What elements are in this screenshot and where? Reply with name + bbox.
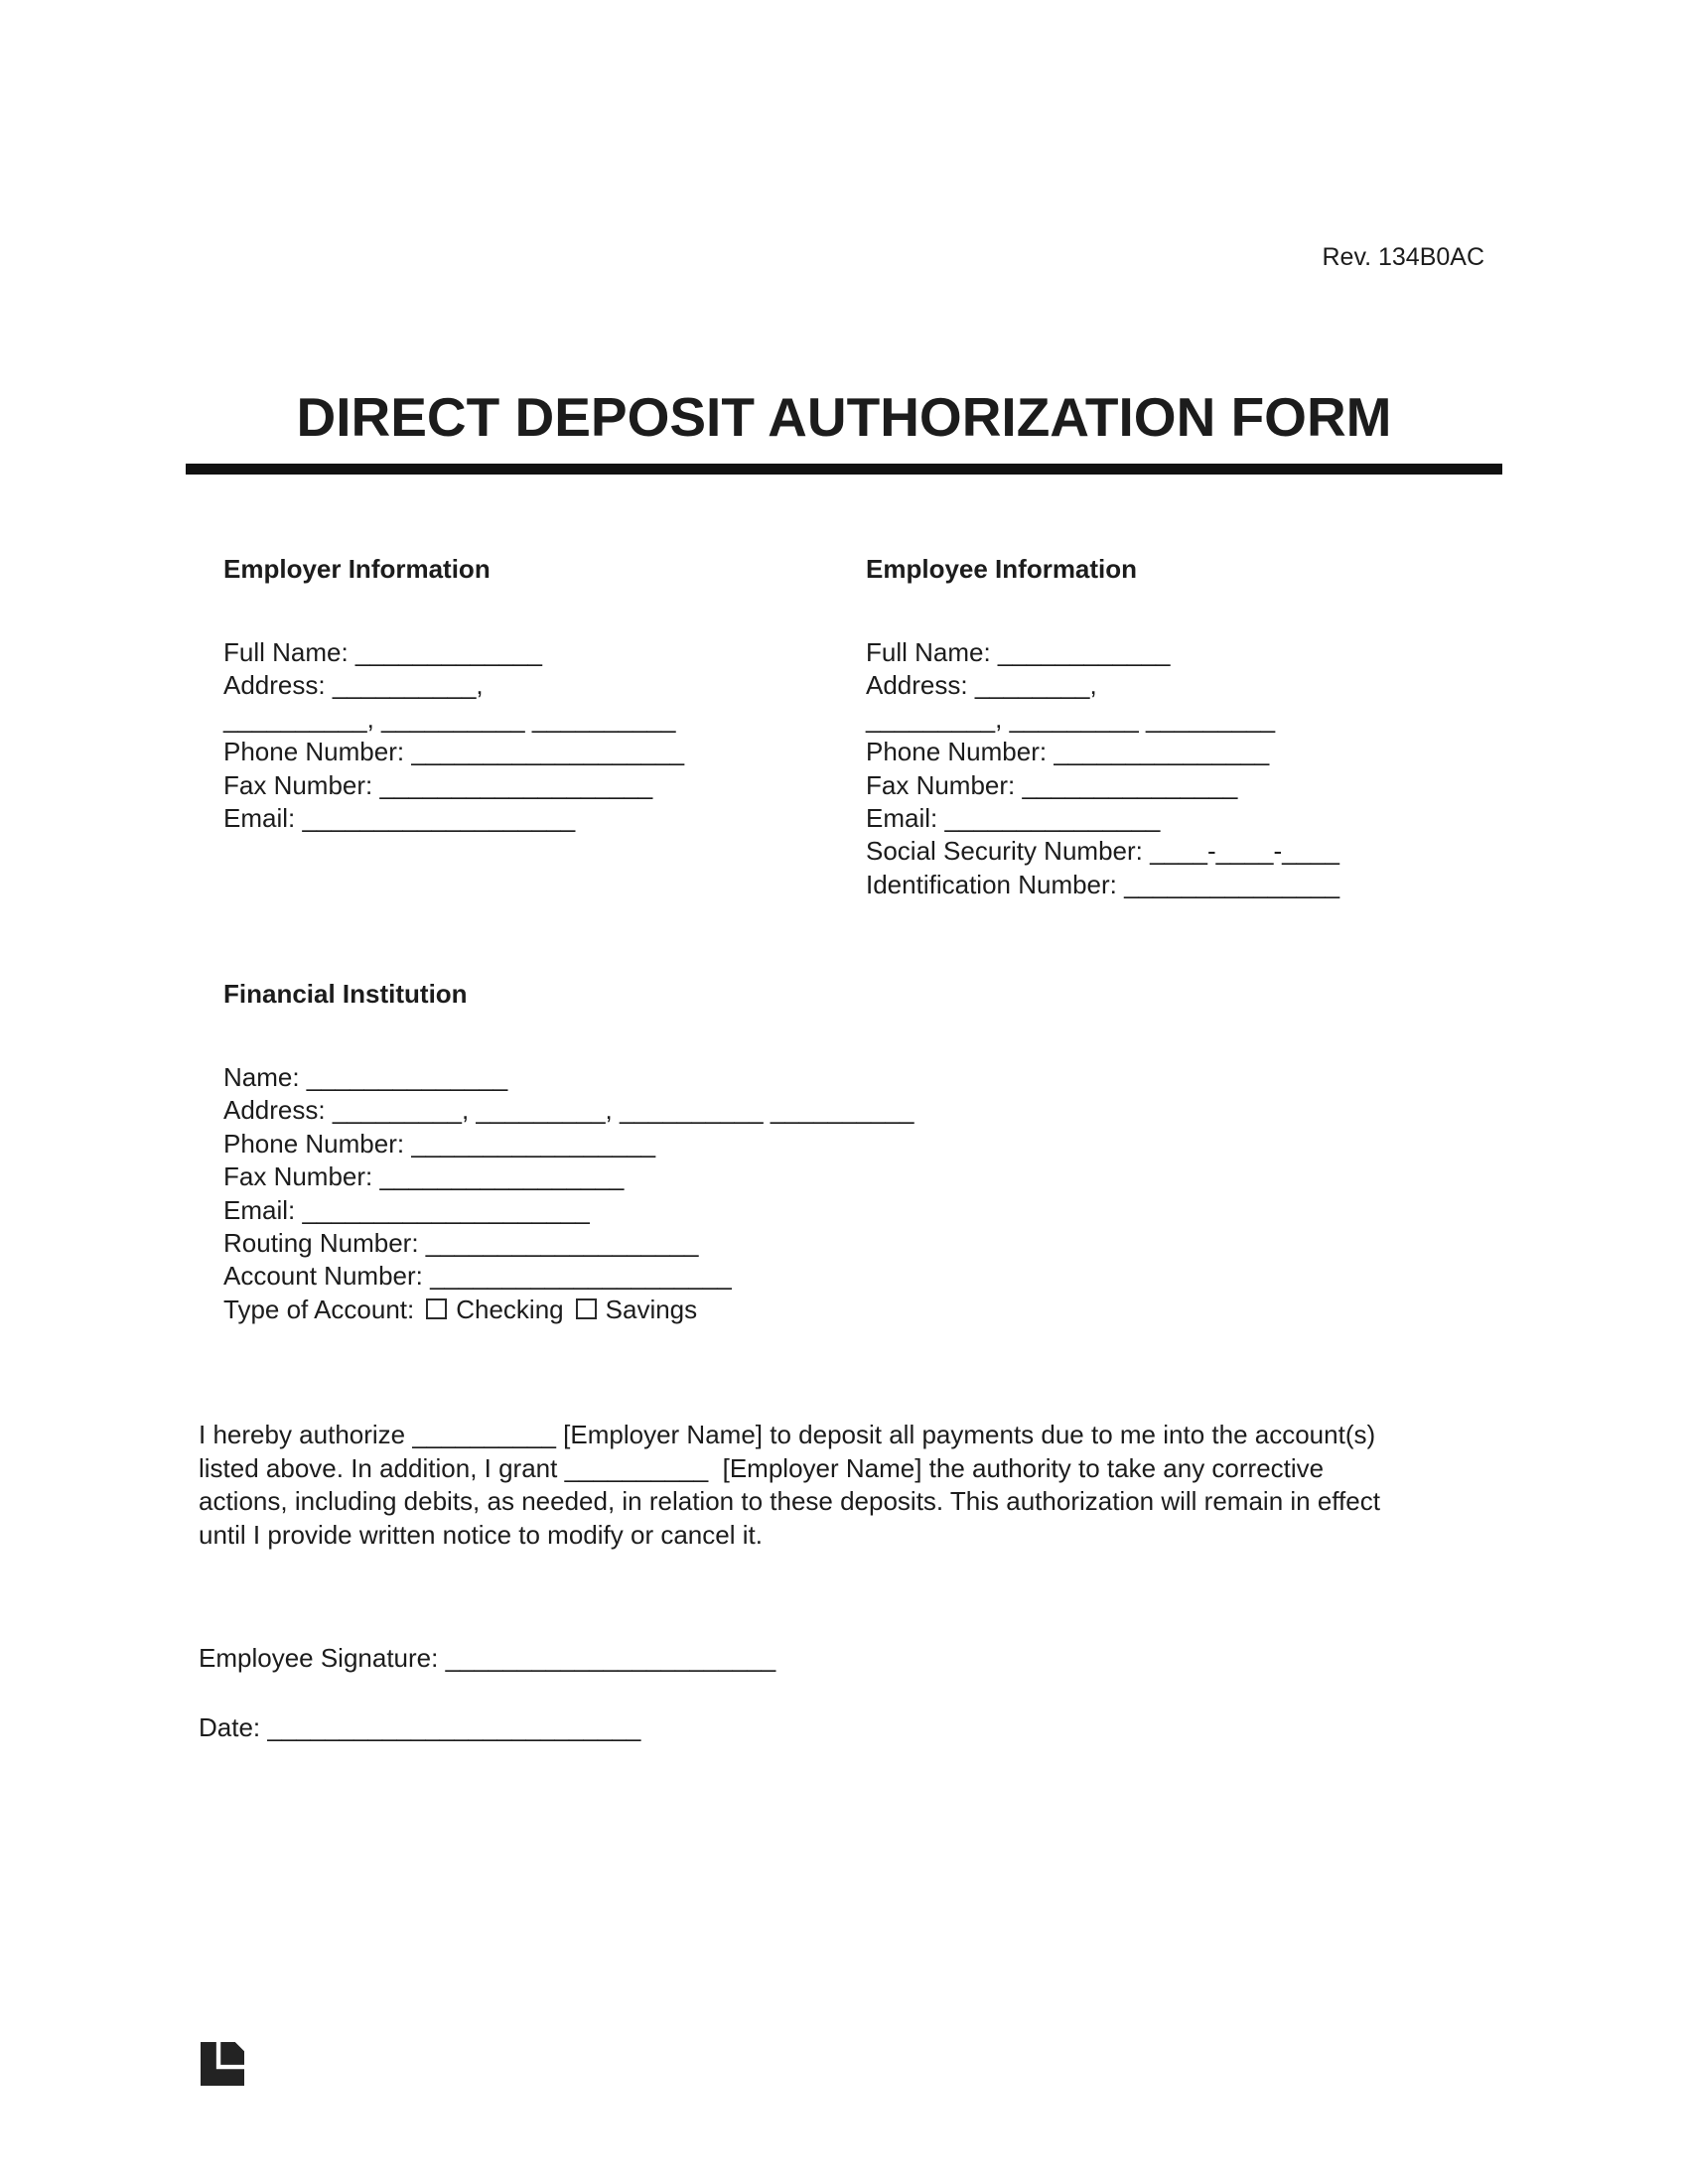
checking-label: Checking — [456, 1294, 564, 1324]
checking-checkbox[interactable] — [426, 1298, 447, 1319]
employee-full-name-field: Full Name: ____________ — [866, 637, 1171, 667]
employee-phone-field: Phone Number: _______________ — [866, 737, 1270, 767]
employer-email-field: Email: ___________________ — [223, 803, 576, 834]
financial-fields — [223, 1061, 914, 1326]
authorization-paragraph — [199, 1419, 1380, 1552]
employee-fields — [866, 636, 1339, 901]
savings-checkbox[interactable] — [576, 1298, 597, 1319]
revision-number: Rev. 134B0AC — [1322, 243, 1484, 271]
financial-address-field: Address: _________, _________, __________ __________ — [223, 1095, 914, 1126]
employee-address-field: Address: ________, — [866, 670, 1097, 701]
title-divider-rule — [186, 464, 1502, 475]
employee-section-heading: Employee Information — [866, 554, 1138, 584]
employee-id-number-field: Identification Number: _______________ — [866, 869, 1340, 899]
employee-email-field: Email: _______________ — [866, 803, 1161, 834]
financial-name-field: Name: ______________ — [223, 1062, 508, 1092]
employer-full-name-field: Full Name: _____________ — [223, 637, 542, 667]
employer-fields — [223, 636, 684, 835]
financial-section-heading: Financial Institution — [223, 979, 468, 1009]
account-type-label: Type of Account: — [223, 1294, 415, 1324]
employee-fax-field: Fax Number: _______________ — [866, 769, 1238, 800]
authorization-line: until I provide written notice to modify or cancel it. — [199, 1519, 763, 1550]
employer-address-field: Address: __________, — [223, 670, 484, 701]
financial-email-field: Email: ____________________ — [223, 1194, 590, 1225]
authorization-line: I hereby authorize __________ [Employer Name] to deposit all payments due to me into the account(s) — [199, 1420, 1376, 1449]
employee-ssn-field: Social Security Number: ____-____-____ — [866, 836, 1339, 867]
authorization-line: actions, including debits, as needed, in relation to these deposits. This authorization will remain in effect — [199, 1486, 1380, 1516]
employer-fax-field: Fax Number: ___________________ — [223, 769, 653, 800]
employee-address-continued-field: _________, _________ _________ — [866, 703, 1276, 734]
date-field: Date: __________________________ — [199, 1712, 641, 1742]
financial-account-number-field: Account Number: _____________________ — [223, 1261, 732, 1292]
authorization-line: listed above. In addition, I grant __________ [Employer Name] the authority to take any corrective — [199, 1452, 1325, 1483]
employer-section-heading: Employer Information — [223, 554, 491, 584]
financial-phone-field: Phone Number: _________________ — [223, 1128, 656, 1159]
employee-signature-field: Employee Signature: _______________________ — [199, 1643, 776, 1673]
employer-address-continued-field: __________, __________ __________ — [223, 703, 676, 734]
savings-label: Savings — [605, 1294, 698, 1324]
financial-routing-number-field: Routing Number: ___________________ — [223, 1228, 699, 1259]
financial-fax-field: Fax Number: _________________ — [223, 1161, 625, 1192]
financial-account-type-row — [223, 1294, 914, 1326]
employer-phone-field: Phone Number: ___________________ — [223, 737, 685, 767]
page-title: DIRECT DEPOSIT AUTHORIZATION FORM — [296, 386, 1392, 448]
legal-templates-logo — [201, 2042, 244, 2086]
